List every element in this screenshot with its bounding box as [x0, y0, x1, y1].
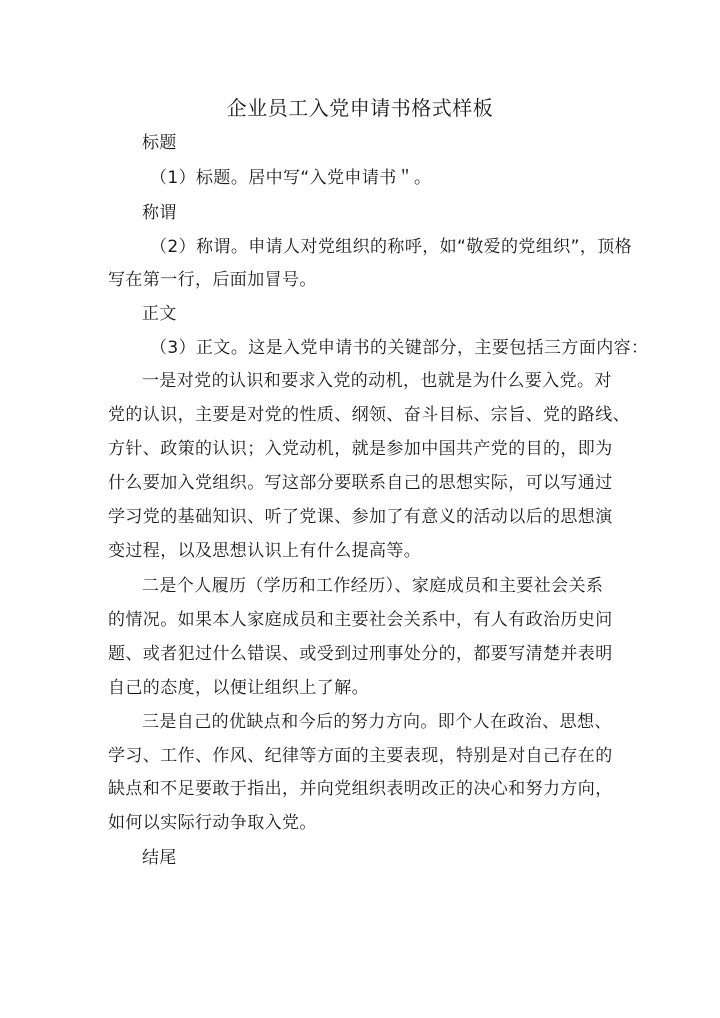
paragraph-line: 题、或者犯过什么错误、或受到过刑事处分的，都要写清楚并表明 — [108, 644, 613, 664]
paragraph-line: 的情况。如果本人家庭成员和主要社会关系中，有人有政治历史问 — [108, 610, 613, 630]
paragraph-line: 学习党的基础知识、听了党课、参加了有意义的活动以后的思想演 — [108, 507, 613, 527]
section-heading-salutation: 称谓 — [142, 203, 177, 223]
paragraph-line: 什么要加入党组织。写这部分要联系自己的思想实际，可以写通过 — [108, 473, 613, 493]
paragraph-line: 缺点和不足要敢于指出，并向党组织表明改正的决心和努力方向， — [108, 779, 613, 799]
paragraph-line: 二是个人履历（学历和工作经历）、家庭成员和主要社会关系 — [142, 576, 604, 596]
document-title: 企业员工入党申请书格式样板 — [226, 96, 494, 120]
paragraph-line: 方针、政策的认识；入党动机，就是参加中国共产党的目的，即为 — [108, 439, 613, 459]
paragraph-line: （1）标题。居中写“入党申请书＂。 — [150, 168, 432, 188]
paragraph-line: （2）称谓。申请人对党组织的称呼，如“敬爱的党组织”，顶格 — [150, 237, 633, 257]
paragraph-line: 自己的态度，以便让组织上了解。 — [108, 678, 369, 698]
paragraph-line: 党的认识，主要是对党的性质、纲领、奋斗目标、宗旨、党的路线、 — [108, 405, 630, 425]
paragraph-line: （3）正文。这是入党申请书的关键部分，主要包括三方面内容： — [150, 338, 649, 358]
paragraph-line: 如何以实际行动争取入党。 — [108, 813, 317, 833]
paragraph-line: 三是自己的优缺点和今后的努力方向。即个人在政治、思想、 — [142, 712, 612, 732]
paragraph-line: 一是对党的认识和要求入党的动机，也就是为什么要入党。对 — [142, 371, 612, 391]
paragraph-line: 变过程，以及思想认识上有什么提高等。 — [108, 541, 422, 561]
paragraph-line: 写在第一行，后面加冒号。 — [108, 270, 317, 290]
section-heading-body: 正文 — [142, 304, 177, 324]
section-heading-ending: 结尾 — [142, 848, 177, 868]
paragraph-line: 学习、工作、作风、纪律等方面的主要表现，特别是对自己存在的 — [108, 746, 613, 766]
section-heading-title: 标题 — [142, 133, 177, 153]
